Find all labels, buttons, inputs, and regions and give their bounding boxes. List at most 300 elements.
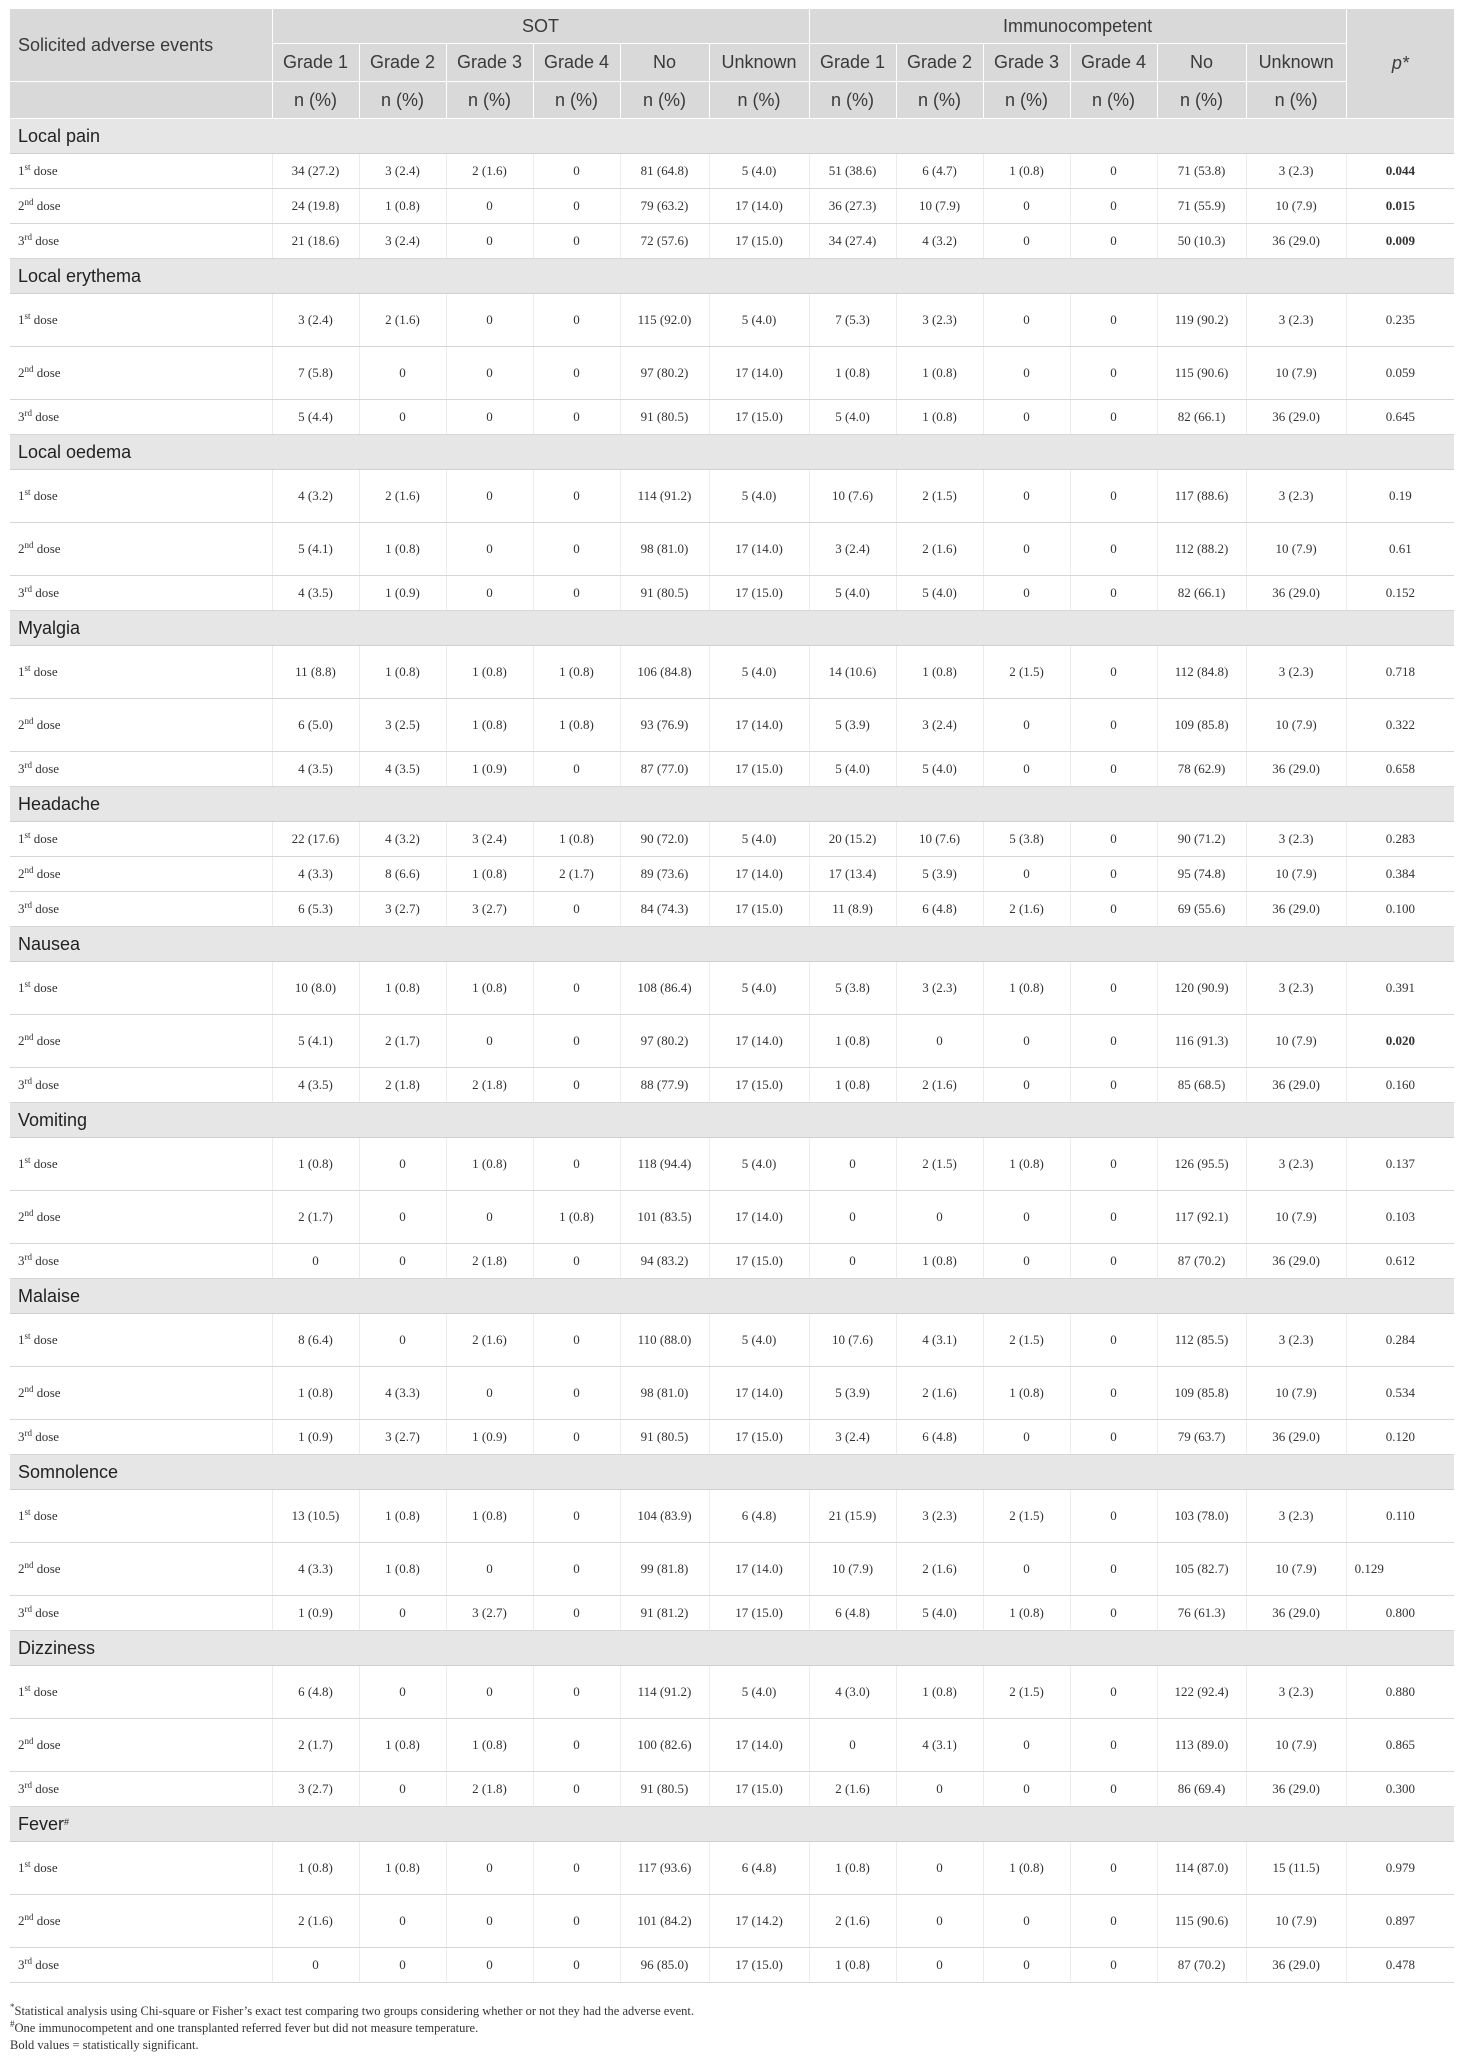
- p-value: 0.645: [1385, 409, 1415, 424]
- cell-value: 0: [486, 1860, 493, 1875]
- cell-value: 0: [573, 1561, 580, 1576]
- cell-value: 4 (3.5): [298, 585, 333, 600]
- cell-value: 79 (63.2): [640, 198, 689, 213]
- p-value-cell: [1346, 1543, 1454, 1596]
- value-cell: [1157, 1543, 1246, 1596]
- dose-label: [10, 1666, 272, 1719]
- event-name-cell: [10, 119, 1454, 154]
- value-cell: [1157, 1719, 1246, 1772]
- dose-number: 1: [18, 312, 25, 327]
- value-cell: [896, 857, 983, 892]
- event-name: Local pain: [18, 125, 101, 146]
- dose-row: [10, 699, 1454, 752]
- value-cell: [983, 1420, 1070, 1455]
- value-cell: [272, 1191, 359, 1244]
- value-cell: [983, 1015, 1070, 1068]
- cell-value: 0: [849, 1209, 856, 1224]
- cell-value: 0: [1110, 866, 1117, 881]
- p-header-cell: [1346, 9, 1454, 119]
- dose-word: dose: [36, 1913, 61, 1928]
- p-value: 0.044: [1385, 163, 1415, 178]
- value-cell: [896, 822, 983, 857]
- cell-value: 86 (69.4): [1177, 1781, 1226, 1796]
- value-cell: [1070, 892, 1157, 927]
- dose-row: [10, 1666, 1454, 1719]
- value-cell: [446, 892, 533, 927]
- value-cell: [533, 1543, 620, 1596]
- value-cell: [809, 1719, 896, 1772]
- value-cell: [709, 224, 809, 259]
- value-cell: [1157, 189, 1246, 224]
- value-cell: [359, 1895, 446, 1948]
- value-cell: [620, 1666, 709, 1719]
- value-cell: [1070, 1719, 1157, 1772]
- dose-suffix: rd: [24, 1780, 32, 1790]
- value-cell: [1157, 523, 1246, 576]
- value-cell: [1157, 1420, 1246, 1455]
- cell-value: 36 (29.0): [1272, 233, 1320, 248]
- cell-value: 11 (8.8): [295, 664, 336, 679]
- p-value: 0.152: [1385, 585, 1415, 600]
- value-cell: [983, 1772, 1070, 1807]
- value-cell: [709, 1842, 809, 1895]
- cell-value: 1 (0.8): [835, 365, 870, 380]
- dose-number: 2: [18, 717, 25, 732]
- value-cell: [1070, 1772, 1157, 1807]
- dose-row: [10, 822, 1454, 857]
- value-cell: [809, 1895, 896, 1948]
- cell-value: 3 (2.3): [922, 1508, 957, 1523]
- value-cell: [1070, 1244, 1157, 1279]
- p-value-cell: [1346, 752, 1454, 787]
- value-cell: [1157, 576, 1246, 611]
- cell-value: 0: [399, 1253, 406, 1268]
- value-cell: [272, 1314, 359, 1367]
- cell-value: 0: [312, 1253, 319, 1268]
- value-cell: [1157, 822, 1246, 857]
- dose-label: [10, 752, 272, 787]
- cell-value: 1 (0.8): [385, 664, 420, 679]
- corner-spacer: [10, 82, 272, 119]
- value-cell: [896, 1420, 983, 1455]
- value-cell: [983, 224, 1070, 259]
- value-cell: [359, 1191, 446, 1244]
- cell-value: 6 (4.8): [835, 1605, 870, 1620]
- cell-value: 10 (7.9): [1275, 866, 1317, 881]
- cell-value: 0: [486, 1684, 493, 1699]
- value-cell: [446, 400, 533, 435]
- p-value-cell: [1346, 646, 1454, 699]
- cell-value: 2 (1.6): [472, 163, 507, 178]
- value-cell: [1246, 1314, 1346, 1367]
- dose-label: [10, 294, 272, 347]
- cell-value: 5 (4.0): [922, 761, 957, 776]
- cell-value: 0: [573, 585, 580, 600]
- grade-header: Grade 1: [272, 44, 359, 82]
- cell-value: 71 (55.9): [1177, 198, 1226, 213]
- value-cell: [809, 470, 896, 523]
- event-name: Somnolence: [18, 1461, 119, 1482]
- cell-value: 3 (2.3): [1278, 488, 1314, 503]
- dose-word: dose: [35, 1429, 60, 1444]
- cell-value: 1 (0.8): [835, 1957, 870, 1972]
- cell-value: 5 (4.0): [741, 488, 777, 503]
- cell-value: 10 (7.9): [1275, 717, 1317, 732]
- value-cell: [446, 1666, 533, 1719]
- value-cell: [1246, 892, 1346, 927]
- cell-value: 82 (66.1): [1177, 585, 1226, 600]
- cell-value: 1 (0.8): [559, 1209, 594, 1224]
- value-cell: [359, 294, 446, 347]
- value-cell: [1246, 189, 1346, 224]
- cell-value: 7 (5.8): [298, 365, 333, 380]
- value-cell: [446, 1015, 533, 1068]
- dose-suffix: nd: [24, 1208, 34, 1218]
- value-cell: [809, 1314, 896, 1367]
- value-cell: [272, 294, 359, 347]
- value-cell: [1246, 822, 1346, 857]
- value-cell: [533, 1138, 620, 1191]
- cell-value: 2 (1.5): [1009, 1332, 1044, 1347]
- value-cell: [809, 1367, 896, 1420]
- cell-value: 8 (6.4): [298, 1332, 333, 1347]
- dose-label: [10, 154, 272, 189]
- cell-value: 0: [1023, 198, 1030, 213]
- dose-number: 1: [18, 1156, 25, 1171]
- cell-value: 96 (85.0): [640, 1957, 689, 1972]
- dose-label: [10, 1015, 272, 1068]
- value-cell: [1157, 1772, 1246, 1807]
- value-cell: [359, 1666, 446, 1719]
- dose-row: [10, 400, 1454, 435]
- cell-value: 10 (7.9): [1275, 1385, 1317, 1400]
- value-cell: [533, 347, 620, 400]
- cell-value: 1 (0.8): [835, 1033, 870, 1048]
- cell-value: 1 (0.9): [298, 1605, 333, 1620]
- value-cell: [709, 1138, 809, 1191]
- cell-value: 0: [486, 488, 493, 503]
- cell-value: 3 (2.7): [472, 1605, 507, 1620]
- event-row: [10, 1455, 1454, 1490]
- value-cell: [1246, 857, 1346, 892]
- dose-row: [10, 347, 1454, 400]
- dose-row: [10, 1068, 1454, 1103]
- value-cell: [272, 1138, 359, 1191]
- value-cell: [533, 962, 620, 1015]
- value-cell: [359, 224, 446, 259]
- cell-value: 115 (92.0): [637, 312, 692, 327]
- cell-value: 5 (4.0): [741, 1156, 777, 1171]
- value-cell: [709, 857, 809, 892]
- value-cell: [446, 962, 533, 1015]
- cell-value: 3 (2.3): [1278, 980, 1314, 995]
- cell-value: 101 (84.2): [637, 1913, 692, 1928]
- value-cell: [533, 400, 620, 435]
- value-cell: [620, 892, 709, 927]
- cell-value: 0: [486, 1209, 493, 1224]
- value-cell: [620, 347, 709, 400]
- value-cell: [359, 1015, 446, 1068]
- value-cell: [983, 1948, 1070, 1983]
- value-cell: [359, 1596, 446, 1631]
- cell-value: 1 (0.8): [298, 1385, 333, 1400]
- value-cell: [896, 347, 983, 400]
- value-cell: [533, 699, 620, 752]
- cell-value: 85 (68.5): [1177, 1077, 1226, 1092]
- value-cell: [533, 892, 620, 927]
- cell-value: 103 (78.0): [1174, 1508, 1229, 1523]
- value-cell: [896, 1596, 983, 1631]
- cell-value: 17 (14.0): [735, 1209, 783, 1224]
- dose-number: 3: [18, 1253, 25, 1268]
- event-name: Malaise: [18, 1285, 81, 1306]
- cell-value: 5 (4.0): [741, 664, 777, 679]
- cell-value: 1 (0.8): [472, 1737, 507, 1752]
- dose-number: 1: [18, 664, 25, 679]
- cell-value: 0: [1110, 1332, 1117, 1347]
- p-value: 0.865: [1385, 1737, 1415, 1752]
- p-value-cell: [1346, 822, 1454, 857]
- cell-value: 0: [1110, 1253, 1117, 1268]
- value-cell: [809, 1666, 896, 1719]
- cell-value: 4 (3.0): [835, 1684, 870, 1699]
- cell-value: 0: [573, 163, 580, 178]
- cell-value: 0: [399, 1913, 406, 1928]
- cell-value: 0: [1023, 1209, 1030, 1224]
- cell-value: 117 (88.6): [1174, 488, 1229, 503]
- value-cell: [896, 646, 983, 699]
- cell-value: 4 (3.2): [298, 488, 333, 503]
- p-value-cell: [1346, 1772, 1454, 1807]
- dose-suffix: nd: [24, 1736, 34, 1746]
- value-cell: [1070, 1490, 1157, 1543]
- cell-value: 24 (19.8): [291, 198, 340, 213]
- cell-value: 1 (0.8): [835, 1077, 870, 1092]
- value-cell: [272, 1420, 359, 1455]
- value-cell: [1157, 400, 1246, 435]
- value-cell: [896, 752, 983, 787]
- dose-word: dose: [35, 233, 60, 248]
- value-cell: [709, 1490, 809, 1543]
- dose-word: dose: [36, 1209, 61, 1224]
- cell-value: 0: [1110, 1781, 1117, 1796]
- cell-value: 0: [1023, 866, 1030, 881]
- value-cell: [983, 347, 1070, 400]
- dose-suffix: rd: [24, 1076, 32, 1086]
- value-cell: [983, 1490, 1070, 1543]
- cell-value: 99 (81.8): [640, 1561, 689, 1576]
- unit-header: n (%): [446, 82, 533, 119]
- cell-value: 0: [1023, 409, 1030, 424]
- value-cell: [272, 1596, 359, 1631]
- value-cell: [533, 470, 620, 523]
- value-cell: [896, 154, 983, 189]
- cell-value: 5 (3.9): [835, 717, 870, 732]
- value-cell: [272, 1244, 359, 1279]
- cell-value: 112 (84.8): [1174, 664, 1229, 679]
- cell-value: 87 (70.2): [1177, 1957, 1226, 1972]
- value-cell: [533, 1490, 620, 1543]
- value-cell: [1246, 400, 1346, 435]
- dose-word: dose: [36, 1737, 61, 1752]
- cell-value: 0: [573, 541, 580, 556]
- value-cell: [620, 1895, 709, 1948]
- cell-value: 71 (53.8): [1177, 163, 1226, 178]
- dose-word: dose: [33, 1508, 58, 1523]
- value-cell: [809, 1948, 896, 1983]
- cell-value: 5 (3.8): [835, 980, 870, 995]
- value-cell: [1246, 962, 1346, 1015]
- value-cell: [983, 294, 1070, 347]
- value-cell: [1070, 224, 1157, 259]
- cell-value: 114 (91.2): [637, 1684, 692, 1699]
- dose-label: [10, 1420, 272, 1455]
- cell-value: 2 (1.5): [922, 488, 957, 503]
- value-cell: [1157, 1490, 1246, 1543]
- cell-value: 87 (77.0): [640, 761, 689, 776]
- value-cell: [983, 1367, 1070, 1420]
- p-value-cell: [1346, 892, 1454, 927]
- dose-label: [10, 189, 272, 224]
- p-value: 0.235: [1385, 312, 1415, 327]
- value-cell: [620, 189, 709, 224]
- cell-value: 4 (3.1): [922, 1332, 957, 1347]
- value-cell: [533, 189, 620, 224]
- dose-word: dose: [36, 1385, 61, 1400]
- cell-value: 0: [573, 233, 580, 248]
- cell-value: 0: [1023, 541, 1030, 556]
- value-cell: [1246, 1948, 1346, 1983]
- cell-value: 1 (0.8): [1009, 980, 1044, 995]
- value-cell: [446, 1948, 533, 1983]
- cell-value: 116 (91.3): [1174, 1033, 1229, 1048]
- cell-value: 79 (63.7): [1177, 1429, 1226, 1444]
- cell-value: 106 (84.8): [637, 664, 692, 679]
- value-cell: [1157, 1842, 1246, 1895]
- cell-value: 3 (2.4): [835, 1429, 870, 1444]
- p-value: 0.478: [1385, 1957, 1415, 1972]
- cell-value: 88 (77.9): [640, 1077, 689, 1092]
- cell-value: 91 (80.5): [640, 585, 689, 600]
- footnote: [10, 2003, 1454, 2020]
- value-cell: [809, 1543, 896, 1596]
- cell-value: 0: [1110, 488, 1117, 503]
- cell-value: 10 (7.9): [918, 198, 961, 213]
- value-cell: [896, 1244, 983, 1279]
- cell-value: 3 (2.4): [385, 233, 420, 248]
- value-cell: [896, 1948, 983, 1983]
- value-cell: [896, 1895, 983, 1948]
- dose-label: [10, 1948, 272, 1983]
- cell-value: 17 (14.0): [735, 198, 783, 213]
- cell-value: 3 (2.3): [1278, 312, 1314, 327]
- dose-row: [10, 1543, 1454, 1596]
- cell-value: 36 (29.0): [1272, 1253, 1320, 1268]
- cell-value: 97 (80.2): [640, 1033, 689, 1048]
- value-cell: [1070, 699, 1157, 752]
- cell-value: 3 (2.3): [1278, 1684, 1314, 1699]
- dose-suffix: st: [24, 1683, 31, 1693]
- cell-value: 119 (90.2): [1174, 312, 1229, 327]
- value-cell: [446, 470, 533, 523]
- dose-suffix: st: [24, 663, 31, 673]
- cell-value: 5 (4.4): [298, 409, 333, 424]
- event-row: [10, 787, 1454, 822]
- table-container: [10, 9, 1454, 1983]
- cell-value: 5 (4.0): [741, 831, 777, 846]
- value-cell: [809, 822, 896, 857]
- cell-value: 1 (0.9): [385, 585, 420, 600]
- dose-word: dose: [36, 198, 61, 213]
- cell-value: 4 (3.1): [922, 1737, 957, 1752]
- value-cell: [359, 576, 446, 611]
- cell-value: 17 (14.0): [735, 866, 783, 881]
- value-cell: [709, 576, 809, 611]
- cell-value: 2 (1.8): [472, 1781, 507, 1796]
- value-cell: [533, 857, 620, 892]
- value-cell: [1157, 1367, 1246, 1420]
- dose-number: 3: [18, 1957, 25, 1972]
- dose-word: dose: [33, 664, 58, 679]
- value-cell: [809, 1420, 896, 1455]
- cell-value: 0: [1023, 1957, 1030, 1972]
- dose-word: dose: [35, 1605, 60, 1620]
- footnotes: [10, 2003, 1454, 2054]
- cell-value: 0: [573, 198, 580, 213]
- event-name: Nausea: [18, 933, 81, 954]
- cell-value: 17 (15.0): [735, 1605, 783, 1620]
- value-cell: [446, 646, 533, 699]
- p-value-cell: [1346, 523, 1454, 576]
- value-cell: [446, 1719, 533, 1772]
- value-cell: [446, 1842, 533, 1895]
- value-cell: [983, 699, 1070, 752]
- value-cell: [1246, 1543, 1346, 1596]
- value-cell: [1070, 576, 1157, 611]
- dose-label: [10, 523, 272, 576]
- cell-value: 0: [573, 1508, 580, 1523]
- cell-value: 4 (3.3): [298, 866, 333, 881]
- cell-value: 2 (1.6): [385, 312, 420, 327]
- cell-value: 17 (15.0): [735, 1781, 783, 1796]
- dose-word: dose: [35, 1781, 60, 1796]
- value-cell: [809, 1772, 896, 1807]
- cell-value: 5 (4.0): [922, 1605, 957, 1620]
- cell-value: 17 (15.0): [735, 1957, 783, 1972]
- p-value-cell: [1346, 1666, 1454, 1719]
- value-cell: [446, 1490, 533, 1543]
- cell-value: 0: [573, 1605, 580, 1620]
- dose-row: [10, 224, 1454, 259]
- p-value: 0.103: [1385, 1209, 1415, 1224]
- dose-row: [10, 1948, 1454, 1983]
- value-cell: [533, 1191, 620, 1244]
- dose-number: 3: [18, 409, 25, 424]
- value-cell: [446, 1314, 533, 1367]
- value-cell: [533, 1948, 620, 1983]
- cell-value: 0: [1110, 761, 1117, 776]
- value-cell: [896, 1543, 983, 1596]
- cell-value: 110 (88.0): [637, 1332, 692, 1347]
- value-cell: [809, 1842, 896, 1895]
- cell-value: 10 (7.9): [1275, 1737, 1317, 1752]
- value-cell: [709, 1666, 809, 1719]
- grade-header: Grade 1: [809, 44, 896, 82]
- grade-header: Grade 2: [896, 44, 983, 82]
- cell-value: 1 (0.9): [472, 761, 507, 776]
- cell-value: 1 (0.8): [385, 980, 420, 995]
- cell-value: 0: [1110, 541, 1117, 556]
